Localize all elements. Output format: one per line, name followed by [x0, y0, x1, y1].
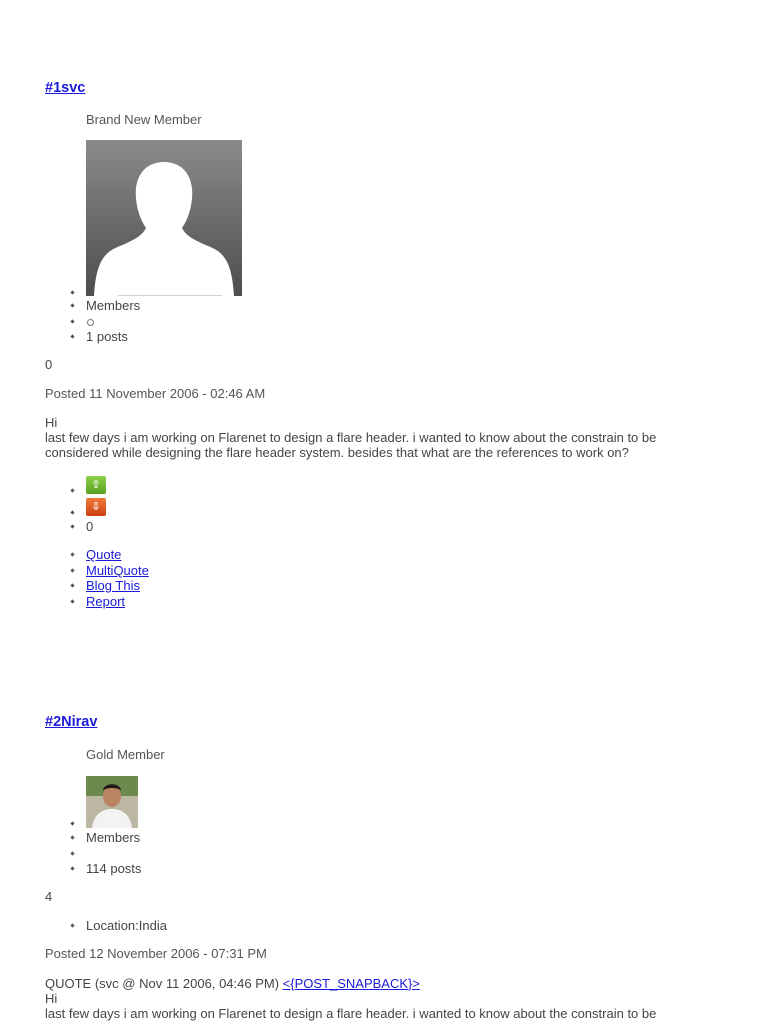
quote-link[interactable]: Quote [86, 547, 122, 562]
blog-this-link[interactable]: Blog This [86, 578, 140, 593]
post-1-timestamp: Posted 11 November 2006 - 02:46 AM [45, 386, 266, 401]
multiquote-link[interactable]: MultiQuote [86, 563, 149, 578]
post-2-group: Members [86, 830, 140, 845]
post-1-quote-item[interactable] [86, 547, 121, 562]
report-link[interactable]: Report [86, 594, 126, 609]
post-1-multiquote-item[interactable] [86, 563, 149, 578]
user-photo-icon [86, 776, 138, 828]
post-1-avatar[interactable] [86, 140, 242, 296]
post-1-group: Members [86, 298, 140, 313]
post-1-report-item[interactable] [86, 594, 125, 609]
post-2-permalink[interactable]: #2Nirav [45, 714, 98, 730]
vote-down-arrow-icon[interactable]: ⇩ [86, 498, 106, 516]
post-1-vote-count: 0 [86, 519, 93, 534]
post-2-member-rank: Gold Member [86, 747, 165, 762]
post-2-reputation: 4 [45, 889, 53, 904]
post-1-post-count: 1 posts [86, 329, 128, 344]
post-2-location: Location:India [86, 918, 167, 933]
avatar-shadow-line [118, 295, 222, 296]
post-snapback-link[interactable]: <{POST_SNAPBACK}> [282, 976, 420, 991]
default-avatar-icon [86, 140, 242, 296]
offline-status-icon [87, 319, 94, 326]
post-2-body: QUOTE (svc @ Nov 11 2006, 04:46 PM) <{POST_SNAPBACK}> Hi last few days i am working on Flarenet to design a flare header. i wanted to know about the constrain to be [45, 976, 745, 1021]
post-1-vote-down-item[interactable] [86, 498, 106, 516]
post-1-status [86, 314, 94, 329]
post-2-avatar[interactable] [86, 776, 138, 828]
post-1-member-rank: Brand New Member [86, 112, 202, 127]
post-1-body: Hi last few days i am working on Flarenet to design a flare header. i wanted to know about the constrain to be considered while designing the flare header system. besides that what are the references to work on? [45, 415, 657, 460]
post-1-blog-this-item[interactable] [86, 578, 140, 593]
vote-up-arrow-icon[interactable]: ⇧ [86, 476, 106, 494]
post-1-reputation: 0 [45, 357, 53, 372]
post-2-post-count: 114 posts [86, 861, 141, 876]
post-1-vote-up-item[interactable] [86, 476, 106, 494]
post-2-timestamp: Posted 12 November 2006 - 07:31 PM [45, 946, 267, 961]
post-1-permalink[interactable]: #1svc [45, 80, 86, 96]
post-2-quote-header: QUOTE (svc @ Nov 11 2006, 04:46 PM) <{POST_SNAPBACK}> [45, 976, 420, 991]
